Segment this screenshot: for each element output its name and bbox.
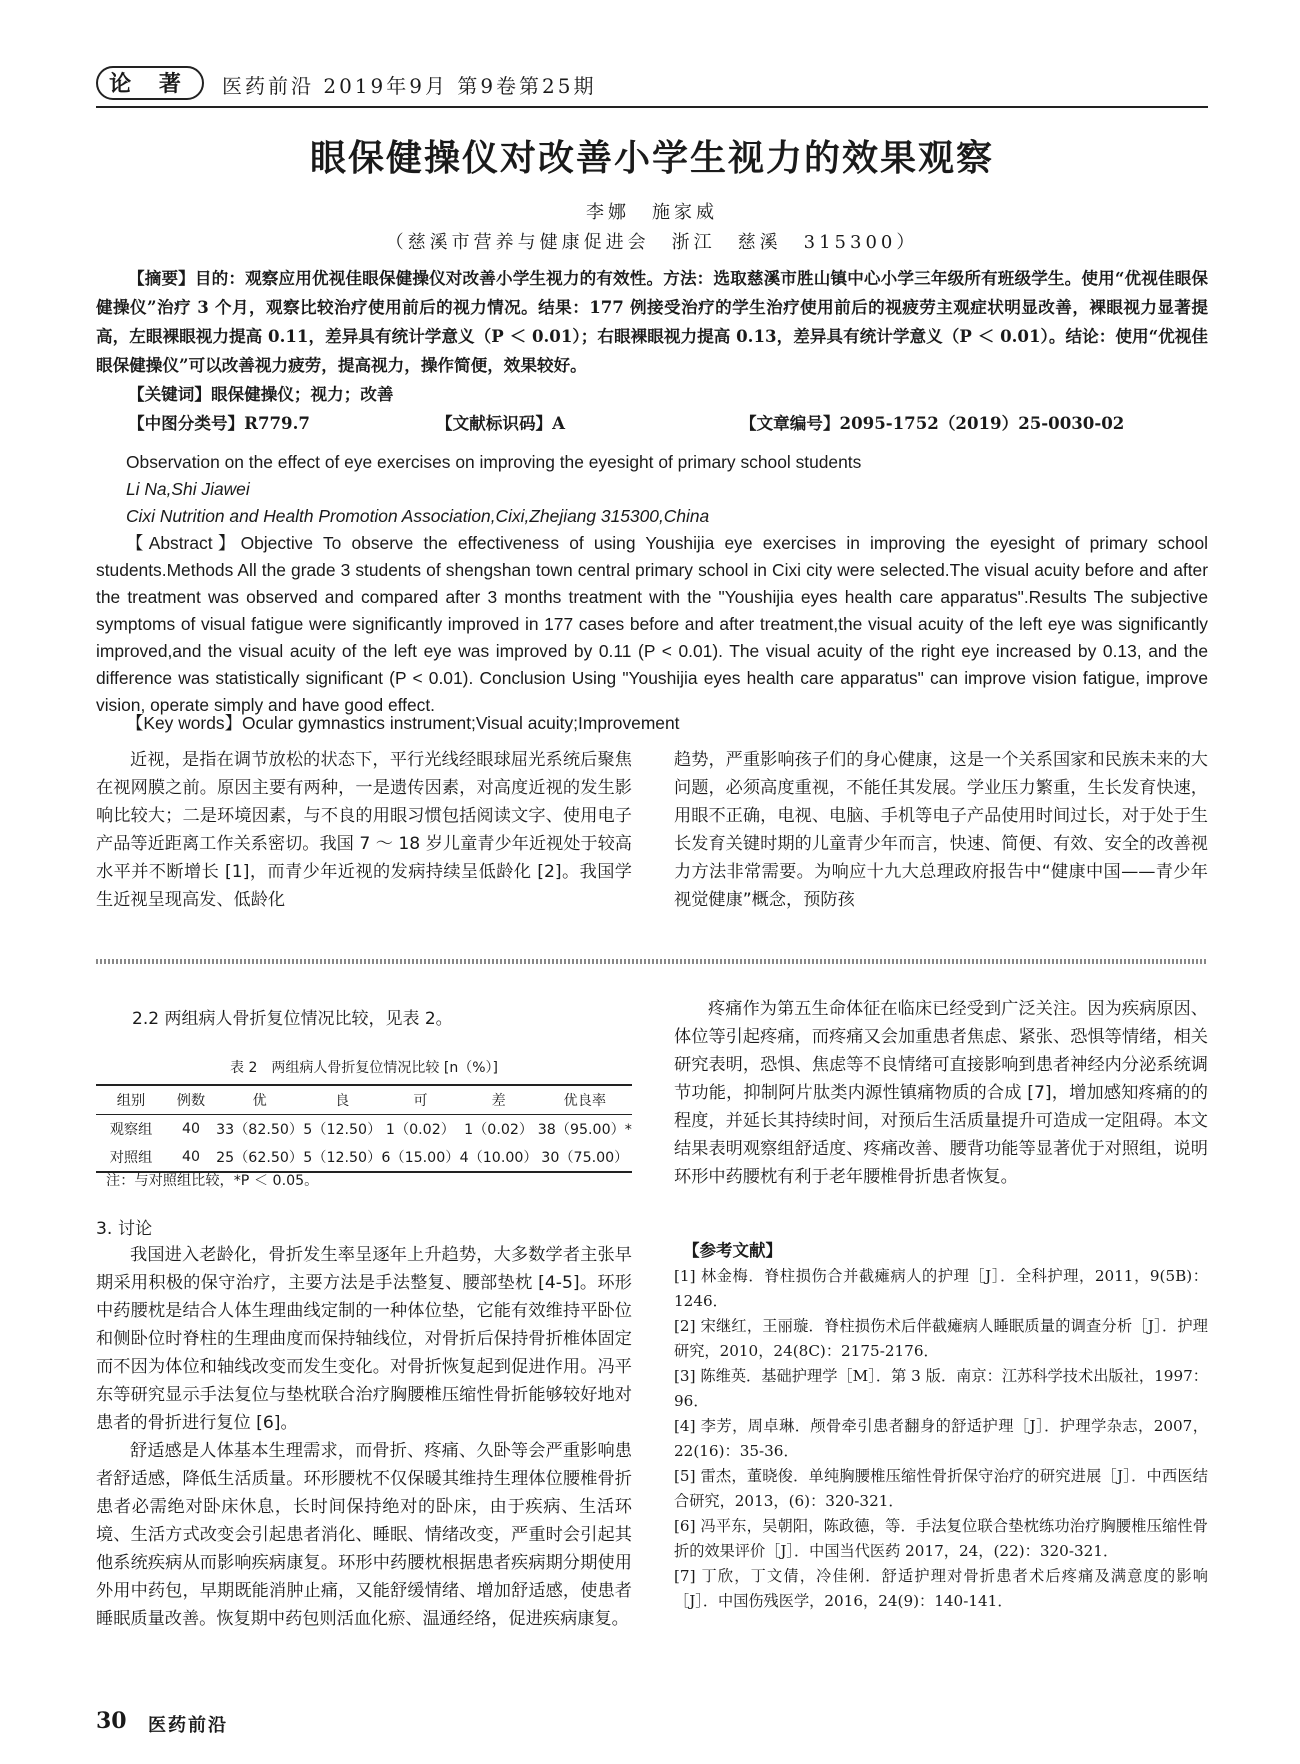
reference-item: [4] 李芳，周卓琳．颅骨牵引患者翻身的舒适护理［J］．护理学杂志，2007，22(16)：35-36． [674,1417,1208,1460]
reference-item: [1] 林金梅．脊柱损伤合并截瘫病人的护理［J］．全科护理，2011，9(5B)：1246． [674,1267,1208,1310]
header-rule [96,106,1208,108]
clc-number: 【中图分类号】R779.7 [128,413,310,433]
discussion-paragraph: 舒适感是人体基本生理需求，而骨折、疼痛、久卧等会严重影响患者舒适感，降低生活质量。环形腰枕不仅保暖其维持生理体位腰椎骨折患者必需绝对卧床休息，长时间保持绝对的卧床，由于疾病、生活环境、生活方式改变会引起患者消化、睡眠、情绪改变，严重时会引起其他系统疾病从而影响疾病康复。环形中药腰枕根据患者疾病期分期使用外用中药包，早期既能消肿止痛，又能舒缓情绪、增加舒适感，使患者睡眠质量改善。恢复期中药包则活血化瘀、温通经络，促进疾病康复。 [96,1441,632,1629]
intro-right-column: 趋势，严重影响孩子们的身心健康，这是一个关系国家和民族未来的大问题，必须高度重视，不能任其发展。学业压力繁重，生长发育快速，用眼不正确，电视、电脑、手机等电子产品使用时间过长，对于处于生长发育关键时期的儿童青少年而言，快速、简便、有效、安全的改善视力方法非常需要。为响应十九大总理政府报告中“健康中国——青少年视觉健康”概念，预防孩 [674,750,1208,910]
section-divider [96,959,1208,964]
references-list [674,1264,1208,1614]
article-number: 【文章编号】2095-1752（2019）25-0030-02 [740,413,1125,433]
reference-item: [5] 雷杰，董晓俊．单纯胸腰椎压缩性骨折保守治疗的研究进展［J］．中西医结合研究，2013，(6)：320-321． [674,1467,1208,1510]
section-3-heading: 3. 讨论 [96,1219,153,1239]
english-authors: Li Na,Shi Jiawei [126,479,250,499]
table-cell: 6（15.00） [381,1150,460,1166]
article-authors: 李娜 施家威 [586,202,718,223]
english-affiliation: Cixi Nutrition and Health Promotion Association,Cixi,Zhejiang 315300,China [126,506,710,526]
table-header-cell: 优 [252,1093,267,1109]
table-header-cell: 优良率 [563,1093,607,1109]
table-header-cell: 可 [413,1093,428,1109]
pain-paragraph: 疼痛作为第五生命体征在临床已经受到广泛关注。因为疾病原因、体位等引起疼痛，而疼痛又会加重患者焦虑、紧张、恐惧等情绪，相关研究表明，恐惧、焦虑等不良情绪可直接影响到患者神经内分泌系统调节功能，抑制阿片肽类内源性镇痛物质的合成 [7]，增加感知疼痛的的程度，并延长其持续时间，对预后生活质量提升可造成一定阻碍。本文结果表明观察组舒适度、疼痛改善、腰背功能等显著优于对照组，说明环形中药腰枕有利于老年腰椎骨折患者恢复。 [674,999,1208,1187]
table-cell: 5（12.50） [303,1150,382,1166]
intro-left-column: 近视，是指在调节放松的状态下，平行光线经眼球屈光系统后聚焦在视网膜之前。原因主要有两种，一是遗传因素，对高度近视的发生影响比较大；二是环境因素，与不良的用眼习惯包括阅读文字、使用电子产品等近距离工作关系密切。我国 7 ～ 18 岁儿童青少年近视处于较高水平并不断增长 [1]，而青少年近视的发病持续呈低龄化 [2]。我国学生近视呈现高发、低龄化 [96,750,632,910]
reference-item: [2] 宋继红，王丽璇．脊柱损伤术后伴截瘫病人睡眠质量的调查分析［J］．护理研究，2010，24(8C)：2175-2176． [674,1317,1208,1360]
table-cell: 对照组 [109,1150,153,1166]
table-header-cell: 组别 [116,1093,146,1109]
table-header-cell: 例数 [176,1093,206,1109]
table-cell: 40 [181,1121,201,1137]
table-note: 注：与对照组比较，*P ＜ 0.05。 [106,1173,319,1189]
table-cell: 4（10.00） [459,1150,538,1166]
table-header-cell: 差 [491,1093,506,1109]
table-cell: 33（82.50） [216,1122,304,1138]
table-cell: 25（62.50） [216,1150,304,1166]
footer-journal-name: 医药前沿 [148,1715,228,1736]
article-affiliation: （慈溪市营养与健康促进会 浙江 慈溪 315300） [385,232,919,253]
keywords-chinese: 【关键词】眼保健操仪；视力；改善 [128,384,394,404]
document-code: 【文献标识码】A [436,413,566,433]
english-title: Observation on the effect of eye exercises on improving the eyesight of primary school students [126,452,862,472]
article-title: 眼保健操仪对改善小学生视力的效果观察 [309,138,994,179]
section-tag: 论 著 [96,66,204,100]
table-cell: 5（12.50） [303,1122,382,1138]
reference-item: [7] 丁欣，丁文倩，冷佳俐．舒适护理对骨折患者术后疼痛及满意度的影响［J］．中国伤残医学，2016，24(9)：140-141． [674,1567,1208,1610]
reference-item: [3] 陈维英．基础护理学［M］．第 3 版．南京：江苏科学技术出版社，1997：96． [674,1367,1208,1410]
table-cell: 观察组 [109,1122,153,1138]
page-number: 30 [96,1708,127,1734]
table-header-cell: 良 [335,1093,350,1109]
table-cell: 1（0.02） [464,1122,534,1138]
table-header-row [96,1085,632,1115]
english-keywords: 【Key words】Ocular gymnastics instrument;Visual acuity;Improvement [126,713,680,733]
table-caption: 表 2 两组病人骨折复位情况比较 [n（%）] [230,1060,498,1076]
references-heading: 【参考文献】 [683,1241,782,1260]
journal-issue-line: 医药前沿 2019年9月 第9卷第25期 [222,74,597,98]
table-cell: 30（75.00） [541,1150,629,1166]
table-row [96,1143,632,1172]
results-table [96,1084,632,1173]
table-cell: 1（0.02） [385,1122,455,1138]
english-abstract: 【Abstract】Objective To observe the effectiveness of using Youshijia eye exercises in improving the eyesight of primary school students.Methods All the grade 3 students of shengshan town central primary school in Cixi city were selected.The visual acuity before and after the treatment was observed and compared after 3 months treatment with the "Youshijia eyes health care apparatus".Results The subjective symptoms of visual fatigue were significantly improved in 177 cases before and after treatment,the visual acuity of the left eye was significantly improved,and the visual acuity of the left eye was improved by 0.11 (P < 0.01). The visual acuity of the right eye increased by 0.13, and the difference was statistically significant (P < 0.01). Conclusion Using "Youshijia eyes health care apparatus" can improve vision fatigue, improve vision, operate simply and have good effect. [96,533,1208,715]
reference-item: [6] 冯平东，吴朝阳，陈政德，等．手法复位联合垫枕练功治疗胸腰椎压缩性骨折的效果评价［J］．中国当代医药 2017，24，(22)：320-321． [674,1517,1208,1560]
table-cell: 38（95.00）* [537,1122,632,1138]
table-cell: 40 [181,1149,201,1165]
table-row [96,1115,632,1144]
abstract-chinese: 【摘要】目的：观察应用优视佳眼保健操仪对改善小学生视力的有效性。方法：选取慈溪市胜山镇中心小学三年级所有班级学生。使用“优视佳眼保健操仪”治疗 3 个月，观察比较治疗使用前后的视力情况。结果：177 例接受治疗的学生治疗使用前后的视疲劳主观症状明显改善，裸眼视力显著提高，左眼裸眼视力提高 0.11，差异具有统计学意义（P ＜ 0.01）；右眼裸眼视力提高 0.13，差异具有统计学意义（P ＜ 0.01）。结论：使用“优视佳眼保健操仪”可以改善视力疲劳，提高视力，操作简便，效果较好。 [96,268,1208,375]
discussion-paragraph: 我国进入老龄化，骨折发生率呈逐年上升趋势，大多数学者主张早期采用积极的保守治疗，主要方法是手法整复、腰部垫枕 [4-5]。环形中药腰枕是结合人体生理曲线定制的一种体位垫，它能有效维持平卧位和侧卧位时脊柱的生理曲度而保持轴线位，对骨折后保持骨折椎体固定而不因为体位和轴线改变而发生变化。对骨折恢复起到促进作用。冯平东等研究显示手法复位与垫枕联合治疗胸腰椎压缩性骨折能够较好地对患者的骨折进行复位 [6]。 [96,1245,632,1433]
section-2-2-text: 2.2 两组病人骨折复位情况比较，见表 2。 [132,1009,453,1029]
